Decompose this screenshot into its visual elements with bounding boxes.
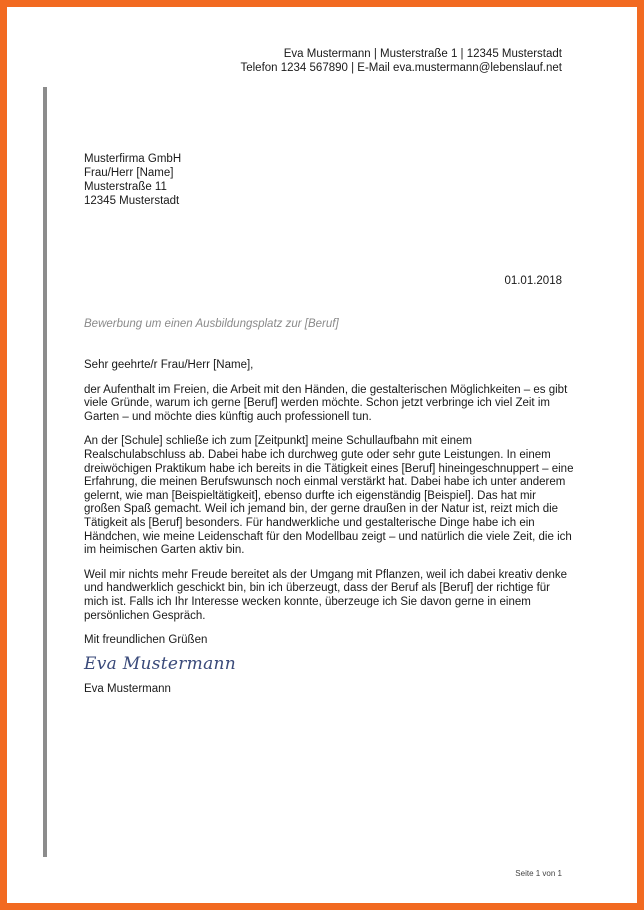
letter-subject: Bewerbung um einen Ausbildungsplatz zur [Beruf] bbox=[84, 318, 339, 330]
body-paragraph: der Aufenthalt im Freien, die Arbeit mit den Händen, die gestalterischen Möglichkeiten – es gibt viele Gründe, warum ich gerne [Beruf] werden möchte. Schon jetzt verbringe ich viel Zeit im Garten – und möchte dies künftig auch professionell tun. bbox=[84, 383, 568, 423]
closing: Mit freundlichen Grüßen bbox=[84, 634, 208, 647]
body-paragraph: Weil mir nichts mehr Freude bereitet als der Umgang mit Pflanzen, weil ich dabei kreativ denke und handwerklich geschickt bin, bin ich überzeugt, dass der Beruf als [Beruf] der richtige für mich ist. Falls ich Ihr Interesse wecken konnte, überzeuge ich Sie davon gerne in einem persönlichen Gespräch. bbox=[84, 568, 567, 622]
recipient-company: Musterfirma GmbH bbox=[84, 153, 182, 165]
salutation: Sehr geehrte/r Frau/Herr [Name], bbox=[84, 359, 254, 371]
letter-body bbox=[84, 359, 574, 697]
sender-header bbox=[240, 47, 562, 75]
sidebar-accent-bar bbox=[43, 87, 47, 857]
sender-contact-line: Telefon 1234 567890 | E-Mail eva.mustermann@lebenslauf.net bbox=[240, 62, 562, 74]
sender-name: Eva Mustermann bbox=[84, 683, 171, 696]
recipient-name: Frau/Herr [Name] bbox=[84, 167, 174, 179]
recipient-city: 12345 Musterstadt bbox=[84, 195, 180, 207]
page-number: Seite 1 von 1 bbox=[515, 869, 562, 878]
letter-date: 01.01.2018 bbox=[504, 275, 562, 287]
recipient-address bbox=[84, 152, 181, 208]
handwritten-signature: Eva Mustermann bbox=[84, 653, 237, 674]
sender-address-line: Eva Mustermann | Musterstraße 1 | 12345 Musterstadt bbox=[283, 48, 562, 60]
body-paragraph: An der [Schule] schließe ich zum [Zeitpunkt] meine Schullaufbahn mit einem Realschulabschluss ab. Dabei habe ich durchweg gute oder sehr gute Leistungen. In einem dreiwöchigen Praktikum habe ich bereits in die Tätigkeit eines [Beruf] hineingeschnuppert – eine Erfahrung, die meinen Berufswunsch noch einmal verstärkt hat. Dabei habe ich unter anderem gelernt, wie man [Beispieltätigkeit], ebenso durfte ich eigenständig [Beispiel]. Das hat mir großen Spaß gemacht. Weil ich jemand bin, der gerne draußen in der Natur ist, reizt mich die Tätigkeit als [Beruf] besonders. Für handwerkliche und gestalterische Dinge habe ich ein Händchen, wie meine Leidenschaft für den Modellbau zeigt – und natürlich die viele Zeit, die ich im heimischen Garten aktiv bin. bbox=[84, 435, 574, 557]
recipient-street: Musterstraße 11 bbox=[84, 181, 167, 193]
